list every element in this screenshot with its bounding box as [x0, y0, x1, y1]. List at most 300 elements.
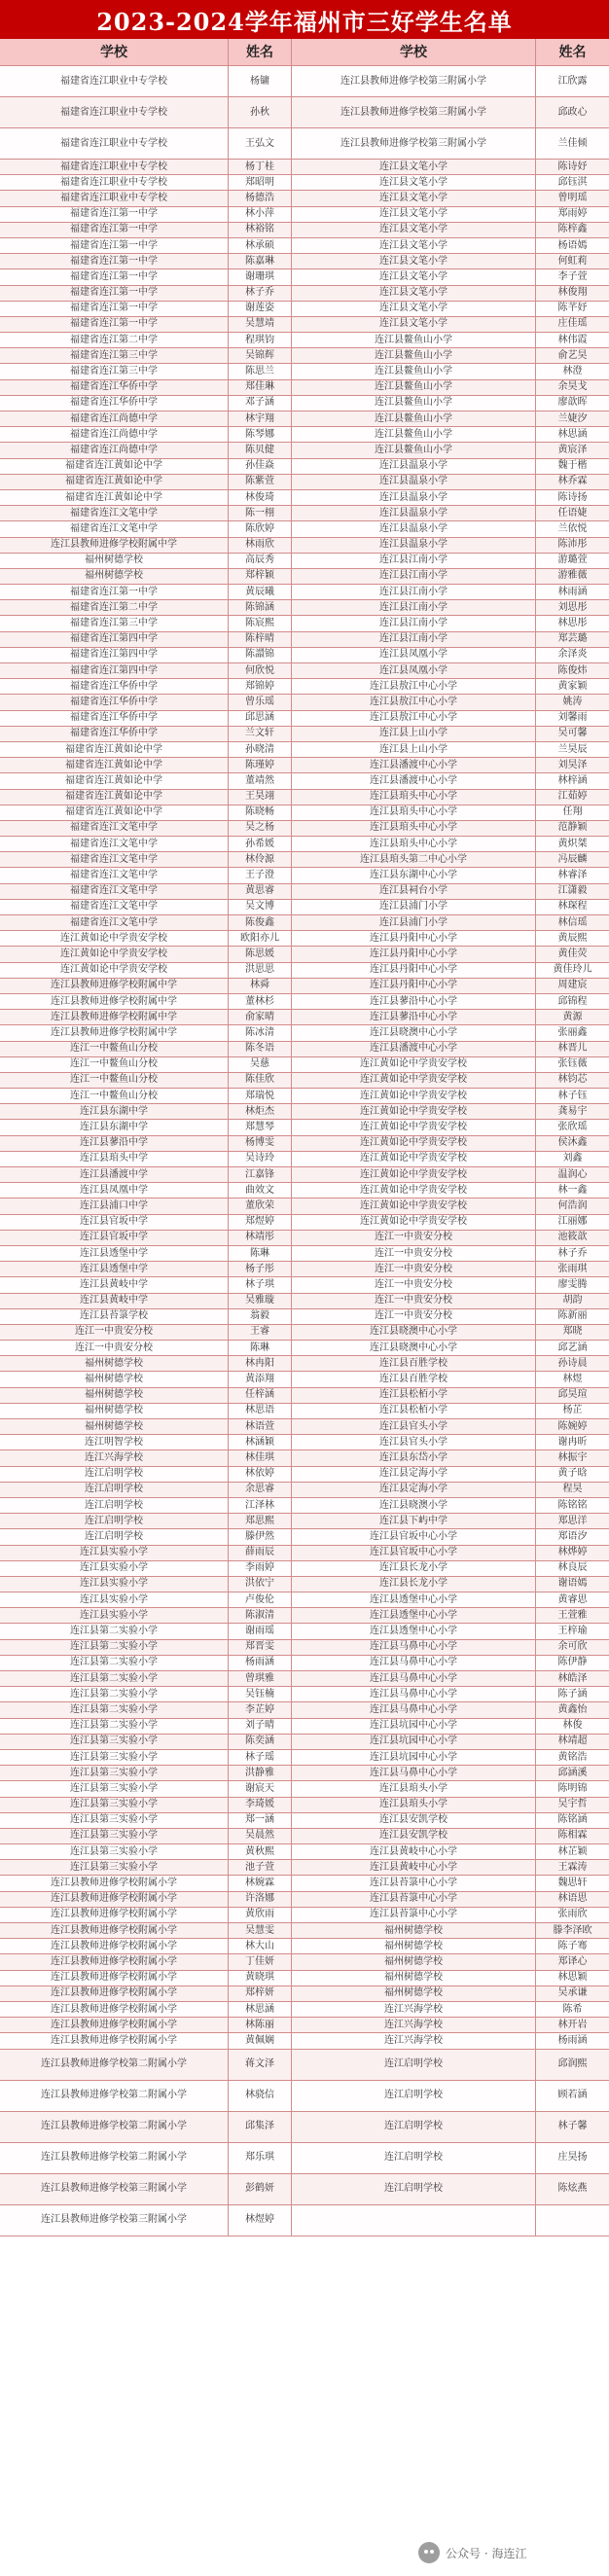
- cell-name: 谢宸天: [229, 1781, 292, 1797]
- cell-school-2: 连江一中贵安分校: [292, 1231, 536, 1246]
- cell-name-2: 黄佳荧: [536, 947, 609, 962]
- cell-school: 福州树德学校: [0, 1404, 229, 1419]
- cell-school-2: 连江县温泉小学: [292, 521, 536, 537]
- table-row: [0, 2018, 609, 2033]
- cell-name-2: 林开岩: [536, 2018, 609, 2033]
- cell-school-2: 连江县江南小学: [292, 585, 536, 600]
- cell-school-2: 福州树德学校: [292, 1923, 536, 1939]
- table-row: [0, 900, 609, 915]
- cell-name-2: 冯辰麟: [536, 852, 609, 868]
- table-row: [0, 1277, 609, 1293]
- cell-school: 连江县第三实验小学: [0, 1844, 229, 1860]
- cell-school: 福建省连江第一中学: [0, 207, 229, 223]
- table-row: [0, 269, 609, 285]
- cell-school-2: 连江黄如论中学贵安学校: [292, 1215, 536, 1231]
- cell-school-2: 连江县温泉小学: [292, 506, 536, 521]
- cell-name: 洪思思: [229, 963, 292, 979]
- table-row: [0, 727, 609, 742]
- table-row: [0, 742, 609, 758]
- cell-name: 郑思熙: [229, 1514, 292, 1529]
- cell-name-2: 林子钰: [536, 1089, 609, 1104]
- cell-school: 福建省连江黄如论中学: [0, 490, 229, 506]
- cell-school: 连江黄如论中学贵安学校: [0, 963, 229, 979]
- cell-school-2: 连江县上山小学: [292, 727, 536, 742]
- cell-school: 连江县东湖中学: [0, 1120, 229, 1135]
- cell-school: 连江县第三实验小学: [0, 1781, 229, 1797]
- cell-name: 陈锦涵: [229, 600, 292, 616]
- header-school-2: 学校: [292, 39, 536, 66]
- cell-name-2: 林晋儿: [536, 1042, 609, 1057]
- cell-school: 福建省连江文笔中学: [0, 868, 229, 883]
- table-row: [0, 411, 609, 427]
- cell-school-2: 连江县江南小学: [292, 600, 536, 616]
- table-row: [0, 1483, 609, 1498]
- table-row: [0, 223, 609, 238]
- cell-name: 吴文博: [229, 900, 292, 915]
- table-row: [0, 1419, 609, 1435]
- cell-school-2: 连江县马鼻中心小学: [292, 1687, 536, 1702]
- table-row: [0, 1372, 609, 1387]
- cell-school-2: 连江黄如论中学贵安学校: [292, 1136, 536, 1152]
- cell-school: 福建省连江第一中学: [0, 238, 229, 254]
- cell-name: 曲效文: [229, 1183, 292, 1199]
- cell-school: 福州树德学校: [0, 1388, 229, 1404]
- table-row: [0, 1971, 609, 1986]
- table-row: [0, 1687, 609, 1702]
- cell-school: 福建省连江第一中学: [0, 317, 229, 333]
- cell-name: 王弘文: [229, 128, 292, 160]
- cell-name: 林俊琦: [229, 490, 292, 506]
- table-row: [0, 1766, 609, 1781]
- cell-school-2: 连江县文笔小学: [292, 286, 536, 302]
- cell-school: 福建省连江第四中学: [0, 632, 229, 648]
- cell-name: 杨丁桂: [229, 160, 292, 175]
- cell-name-2: 滕李泽欧: [536, 1923, 609, 1939]
- cell-school: 福建省连江第一中学: [0, 302, 229, 317]
- cell-name-2: 魏思轩: [536, 1876, 609, 1891]
- cell-name-2: 范静颖: [536, 821, 609, 837]
- table-row: [0, 475, 609, 490]
- cell-name: 董林杉: [229, 994, 292, 1010]
- cell-name-2: 陈子涵: [536, 1687, 609, 1702]
- cell-school-2: 连江县江南小学: [292, 616, 536, 631]
- cell-school-2: 连江县马鼻中心小学: [292, 1640, 536, 1656]
- cell-name: 郑一涵: [229, 1813, 292, 1829]
- table-row: [0, 1844, 609, 1860]
- table-row: [0, 1939, 609, 1954]
- cell-school-2: 连江县马鼻中心小学: [292, 1671, 536, 1687]
- cell-name: 杨子彤: [229, 1262, 292, 1277]
- cell-school-2: 连江黄如论中学贵安学校: [292, 1089, 536, 1104]
- table-row: [0, 1231, 609, 1246]
- cell-name: 陈奕涵: [229, 1735, 292, 1750]
- table-row: [0, 2081, 609, 2112]
- cell-name-2: 周建宸: [536, 979, 609, 994]
- table-row: [0, 1546, 609, 1561]
- cell-name: 林靖彤: [229, 1231, 292, 1246]
- cell-school: 连江县第二实验小学: [0, 1624, 229, 1639]
- cell-name: 孙秋: [229, 97, 292, 128]
- cell-school: 连江县实验小学: [0, 1577, 229, 1592]
- cell-name: 黄思睿: [229, 884, 292, 900]
- cell-school: 福建省连江文笔中学: [0, 900, 229, 915]
- cell-school-2: 连江县安凯学校: [292, 1829, 536, 1844]
- cell-name-2: 陈沛彤: [536, 538, 609, 554]
- cell-name-2: 林伟霞: [536, 333, 609, 348]
- cell-name: 林婉霖: [229, 1876, 292, 1891]
- cell-name: 孙佳焱: [229, 459, 292, 475]
- page-title: 2023-2024学年福州市三好学生名单: [0, 0, 609, 39]
- table-row: [0, 1404, 609, 1419]
- cell-name-2: 刘思彤: [536, 600, 609, 616]
- cell-school: 福建省连江文笔中学: [0, 852, 229, 868]
- table-row: [0, 1592, 609, 1608]
- cell-name: 郑慧琴: [229, 1120, 292, 1135]
- cell-school: 连江县教师进修学校第二附属小学: [0, 2050, 229, 2081]
- cell-name: 黄秋熙: [229, 1844, 292, 1860]
- cell-school: 福建省连江文笔中学: [0, 884, 229, 900]
- cell-name: 郑乐琪: [229, 2143, 292, 2174]
- cell-school: 连江县教师进修学校附属中学: [0, 1010, 229, 1025]
- cell-school: 福州树德学校: [0, 569, 229, 585]
- cell-school-2: 连江一中贵安分校: [292, 1277, 536, 1293]
- cell-school: 连江县实验小学: [0, 1592, 229, 1608]
- cell-name: 黄晓琪: [229, 1971, 292, 1986]
- cell-school-2: 连江县江南小学: [292, 554, 536, 569]
- cell-name: 洪静雅: [229, 1766, 292, 1781]
- cell-name: 林大山: [229, 1939, 292, 1954]
- cell-school: 福建省连江职业中专学校: [0, 66, 229, 97]
- cell-school: 福建省连江尚德中学: [0, 411, 229, 427]
- cell-school-2: 连江县文笔小学: [292, 269, 536, 285]
- cell-school-2: 连江县长龙小学: [292, 1577, 536, 1592]
- cell-school-2: 连江县晓澳中心小学: [292, 1025, 536, 1041]
- cell-name-2: 侯沐鑫: [536, 1136, 609, 1152]
- table-row: [0, 207, 609, 223]
- cell-name: 陈琳: [229, 1341, 292, 1356]
- cell-school-2: 连江县马鼻中心小学: [292, 1766, 536, 1781]
- cell-name-2: 游雅薇: [536, 569, 609, 585]
- cell-name: 彭鹤妍: [229, 2174, 292, 2205]
- table-row: [0, 2205, 609, 2236]
- cell-school-2: 连江县鳌鱼山小学: [292, 348, 536, 364]
- cell-school: 福州树德学校: [0, 1419, 229, 1435]
- cell-school-2: 连江县浦门小学: [292, 900, 536, 915]
- cell-name: 滕伊然: [229, 1529, 292, 1545]
- table-row: [0, 1986, 609, 2002]
- cell-school: 连江县第二实验小学: [0, 1702, 229, 1718]
- table-row: [0, 333, 609, 348]
- cell-school-2: 连江县透堡中心小学: [292, 1608, 536, 1624]
- table-row: [0, 790, 609, 805]
- table-row: [0, 1498, 609, 1514]
- cell-school-2: 连江县蓼沿中心小学: [292, 994, 536, 1010]
- cell-school-2: 福州树德学校: [292, 1954, 536, 1970]
- cell-school-2: [292, 2205, 536, 2236]
- cell-name: 陈贝健: [229, 443, 292, 458]
- cell-school-2: 连江县凤凰小学: [292, 648, 536, 663]
- cell-school-2: 连江县丹阳中心小学: [292, 979, 536, 994]
- cell-school-2: 连江县温泉小学: [292, 490, 536, 506]
- cell-name: 杨镛: [229, 66, 292, 97]
- cell-name: 陈冰清: [229, 1025, 292, 1041]
- cell-name: 陈紫萱: [229, 475, 292, 490]
- cell-name: 吴之杨: [229, 821, 292, 837]
- cell-name-2: 程昊: [536, 1483, 609, 1498]
- cell-name-2: 郑芸璐: [536, 632, 609, 648]
- table-body: [0, 66, 609, 2236]
- table-row: [0, 773, 609, 789]
- cell-name: 林思涵: [229, 2002, 292, 2018]
- table-row: [0, 821, 609, 837]
- cell-name: 刘子晴: [229, 1719, 292, 1735]
- table-row: [0, 1089, 609, 1104]
- cell-school-2: 连江县官头小学: [292, 1435, 536, 1450]
- cell-name-2: 王霖涛: [536, 1860, 609, 1876]
- cell-name: 林雨欣: [229, 538, 292, 554]
- cell-school: 福建省连江职业中专学校: [0, 128, 229, 160]
- cell-school: 福建省连江职业中专学校: [0, 97, 229, 128]
- cell-school-2: 连江县晓澳小学: [292, 1498, 536, 1514]
- table-row: [0, 852, 609, 868]
- cell-name-2: 林思彤: [536, 616, 609, 631]
- cell-school-2: 连江县江南小学: [292, 569, 536, 585]
- table-row: [0, 758, 609, 773]
- cell-school-2: 连江县透堡中心小学: [292, 1592, 536, 1608]
- cell-name-2: 黄宸泽: [536, 443, 609, 458]
- cell-school: 福建省连江黄如论中学: [0, 459, 229, 475]
- cell-name-2: 余泽炎: [536, 648, 609, 663]
- cell-name-2: 黄辰熙: [536, 931, 609, 947]
- table-row: [0, 1702, 609, 1718]
- cell-name-2: 陈铭铭: [536, 1498, 609, 1514]
- cell-name-2: 林一鑫: [536, 1183, 609, 1199]
- cell-school-2: 连江县苔箓中心小学: [292, 1892, 536, 1908]
- cell-name-2: 郑雨婷: [536, 207, 609, 223]
- cell-school: 连江县第二实验小学: [0, 1656, 229, 1671]
- cell-school: 连江县苔箓学校: [0, 1309, 229, 1325]
- cell-name-2: 吴可馨: [536, 727, 609, 742]
- cell-name: 许洛娜: [229, 1892, 292, 1908]
- cell-school: 连江启明学校: [0, 1483, 229, 1498]
- cell-name-2: 张雨欣: [536, 1908, 609, 1923]
- cell-name-2: 邱涵溪: [536, 1766, 609, 1781]
- cell-name: 程琪钧: [229, 333, 292, 348]
- cell-school: 福建省连江职业中专学校: [0, 160, 229, 175]
- cell-school-2: 连江县温泉小学: [292, 538, 536, 554]
- table-row: [0, 2050, 609, 2081]
- table-row: [0, 2112, 609, 2143]
- cell-name: 吴慈: [229, 1057, 292, 1073]
- cell-name-2: 林子乔: [536, 1246, 609, 1262]
- cell-school-2: 连江县文笔小学: [292, 175, 536, 191]
- cell-name: 林骁信: [229, 2081, 292, 2112]
- cell-school: 连江县第二实验小学: [0, 1640, 229, 1656]
- cell-school: 福州树德学校: [0, 554, 229, 569]
- cell-name: 吴钰楠: [229, 1687, 292, 1702]
- cell-name: 林子瑶: [229, 1750, 292, 1766]
- cell-school-2: 连江县透堡中心小学: [292, 1624, 536, 1639]
- cell-school-2: 连江县黄岐中心小学: [292, 1844, 536, 1860]
- cell-school-2: 福州树德学校: [292, 1971, 536, 1986]
- cell-school: 连江一中鳌鱼山分校: [0, 1073, 229, 1089]
- cell-school-2: 连江县琯头小学: [292, 1798, 536, 1813]
- cell-name-2: 黄子晗: [536, 1467, 609, 1483]
- cell-name-2: 胡韵: [536, 1294, 609, 1309]
- cell-name-2: 杨雨涵: [536, 2033, 609, 2049]
- cell-name-2: 林雨涵: [536, 585, 609, 600]
- cell-name: 董欣荣: [229, 1199, 292, 1214]
- cell-school-2: 连江县潘渡中心小学: [292, 773, 536, 789]
- cell-school-2: 连江一中贵安分校: [292, 1309, 536, 1325]
- cell-name: 陈琴娜: [229, 427, 292, 443]
- cell-school: 福建省连江黄如论中学: [0, 475, 229, 490]
- cell-name-2: 林良辰: [536, 1561, 609, 1577]
- cell-name: 林涵颖: [229, 1435, 292, 1450]
- cell-name: 林裕铭: [229, 223, 292, 238]
- cell-name: 吴锦辉: [229, 348, 292, 364]
- cell-name: 郑梓颖: [229, 569, 292, 585]
- cell-name-2: 余可欣: [536, 1640, 609, 1656]
- cell-school-2: 连江县文笔小学: [292, 160, 536, 175]
- cell-name-2: 林琛程: [536, 900, 609, 915]
- cell-name-2: 陈梓鑫: [536, 223, 609, 238]
- cell-name: 卢俊伦: [229, 1592, 292, 1608]
- cell-school-2: 连江县潘渡中心小学: [292, 758, 536, 773]
- cell-name: 林语萱: [229, 1419, 292, 1435]
- table-row: [0, 396, 609, 411]
- cell-school-2: 连江县教师进修学校第三附属小学: [292, 97, 536, 128]
- table-row: [0, 191, 609, 206]
- cell-school-2: 连江县官坂中心小学: [292, 1529, 536, 1545]
- cell-school: 福建省连江文笔中学: [0, 506, 229, 521]
- cell-school-2: 连江县坑园中心小学: [292, 1719, 536, 1735]
- cell-school-2: 连江县蓼沿中心小学: [292, 1010, 536, 1025]
- cell-school: 连江一中鳌鱼山分校: [0, 1057, 229, 1073]
- table-row: [0, 1813, 609, 1829]
- table-row: [0, 1829, 609, 1844]
- cell-school-2: 福州树德学校: [292, 1986, 536, 2002]
- cell-name: 黄欣雨: [229, 1908, 292, 1923]
- cell-school: 连江县第三实验小学: [0, 1860, 229, 1876]
- cell-name-2: 陈诗妤: [536, 160, 609, 175]
- cell-school: 连江县第三实验小学: [0, 1813, 229, 1829]
- cell-school: 福建省连江华侨中学: [0, 679, 229, 695]
- cell-name-2: 吴宇哲: [536, 1798, 609, 1813]
- cell-name-2: 俞艺昊: [536, 348, 609, 364]
- table-row: [0, 1954, 609, 1970]
- cell-name: 俞家晴: [229, 1010, 292, 1025]
- cell-school-2: 连江县定海小学: [292, 1467, 536, 1483]
- cell-school: 连江县第三实验小学: [0, 1798, 229, 1813]
- cell-name-2: 廖歆晖: [536, 396, 609, 411]
- table-row: [0, 805, 609, 821]
- cell-name: 林炬杰: [229, 1104, 292, 1120]
- cell-name-2: [536, 2205, 609, 2236]
- cell-school: 连江启明学校: [0, 1514, 229, 1529]
- table-row: [0, 538, 609, 554]
- cell-school-2: 连江县上山小学: [292, 742, 536, 758]
- cell-school-2: 连江县鳌鱼山小学: [292, 380, 536, 396]
- cell-school-2: 连江县安凯学校: [292, 1813, 536, 1829]
- cell-name-2: 林子馨: [536, 2112, 609, 2143]
- table-row: [0, 1341, 609, 1356]
- cell-name: 杨雨涵: [229, 1656, 292, 1671]
- table-row: [0, 1152, 609, 1167]
- cell-school: 连江一中贵安分校: [0, 1325, 229, 1341]
- table-row: [0, 1183, 609, 1199]
- table-row: [0, 1104, 609, 1120]
- cell-school-2: 连江启明学校: [292, 2174, 536, 2205]
- cell-school-2: 连江县琯头中心小学: [292, 805, 536, 821]
- cell-name-2: 陈伊静: [536, 1656, 609, 1671]
- cell-school-2: 连江兴海学校: [292, 2002, 536, 2018]
- cell-name: 林陈丽: [229, 2018, 292, 2033]
- cell-name-2: 林语思: [536, 1892, 609, 1908]
- cell-school: 连江县教师进修学校第二附属小学: [0, 2112, 229, 2143]
- cell-name-2: 张雨琪: [536, 1262, 609, 1277]
- cell-name-2: 魏于楷: [536, 459, 609, 475]
- cell-name-2: 刘馨雨: [536, 711, 609, 727]
- cell-school-2: 连江县坑园中心小学: [292, 1750, 536, 1766]
- cell-name-2: 姚涛: [536, 695, 609, 710]
- cell-name: 陈一栩: [229, 506, 292, 521]
- cell-school: 连江县官坂中学: [0, 1215, 229, 1231]
- cell-name-2: 林俊翔: [536, 286, 609, 302]
- table-row: [0, 364, 609, 379]
- cell-name: 陈晓畅: [229, 805, 292, 821]
- cell-school-2: 连江县丹阳中心小学: [292, 947, 536, 962]
- cell-name-2: 陈俊炜: [536, 663, 609, 679]
- cell-school-2: 连江县官坂中心小学: [292, 1546, 536, 1561]
- cell-name: 洪依宁: [229, 1577, 292, 1592]
- cell-school: 连江县教师进修学校附属小学: [0, 2033, 229, 2049]
- cell-school: 福建省连江第四中学: [0, 648, 229, 663]
- table-row: [0, 1798, 609, 1813]
- cell-school: 连江县黄岐中学: [0, 1277, 229, 1293]
- cell-school: 福建省连江黄如论中学: [0, 742, 229, 758]
- cell-school: 福建省连江第一中学: [0, 286, 229, 302]
- cell-school-2: 连江一中贵安分校: [292, 1262, 536, 1277]
- cell-name: 陈佳欣: [229, 1073, 292, 1089]
- cell-school: 连江县实验小学: [0, 1561, 229, 1577]
- cell-name: 陈瑾婷: [229, 758, 292, 773]
- table-row: [0, 1719, 609, 1735]
- cell-name: 兰文轩: [229, 727, 292, 742]
- table-row: [0, 1325, 609, 1341]
- table-row: [0, 1781, 609, 1797]
- cell-school-2: 连江县丹阳中心小学: [292, 931, 536, 947]
- cell-school-2: 连江县松栢小学: [292, 1404, 536, 1419]
- cell-school-2: 连江县长龙小学: [292, 1561, 536, 1577]
- cell-school-2: 连江县浦门小学: [292, 915, 536, 931]
- table-row: [0, 1309, 609, 1325]
- cell-school-2: 连江县官头小学: [292, 1419, 536, 1435]
- cell-name-2: 何浩润: [536, 1199, 609, 1214]
- cell-name: 林冉阳: [229, 1356, 292, 1372]
- cell-name: 吴雅璇: [229, 1294, 292, 1309]
- table-row: [0, 585, 609, 600]
- cell-school-2: 连江县东岱小学: [292, 1450, 536, 1466]
- wechat-icon: [418, 2542, 440, 2563]
- cell-name-2: 陈新丽: [536, 1309, 609, 1325]
- cell-school: 连江县教师进修学校附属小学: [0, 2002, 229, 2018]
- header-name: 姓名: [229, 39, 292, 66]
- table-row: [0, 994, 609, 1010]
- cell-name: 黄添翔: [229, 1372, 292, 1387]
- cell-school: 连江县第三实验小学: [0, 1735, 229, 1750]
- cell-name-2: 谢冉昕: [536, 1435, 609, 1450]
